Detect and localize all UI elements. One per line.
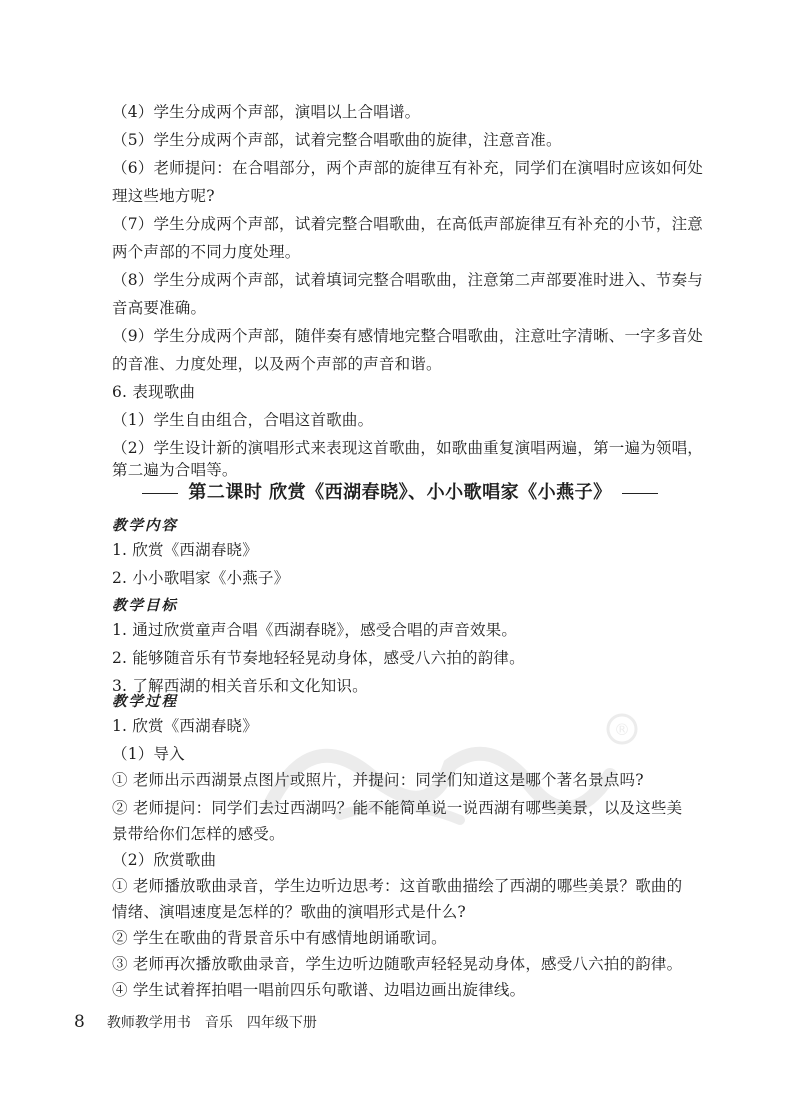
body-line: 两个声部的不同力度处理。: [112, 243, 301, 261]
process-line: ② 学生在歌曲的背景音乐中有感情地朗诵歌词。: [112, 929, 447, 947]
body-line: （5）学生分成两个声部，试着完整合唱歌曲的旋律，注意音准。: [112, 131, 562, 149]
process-line: （1）导入: [112, 745, 185, 763]
content-item: 2. 小小歌唱家《小燕子》: [112, 569, 290, 587]
title-dash-right: [622, 493, 658, 494]
lesson-title-text: 第二课时 欣赏《西湖春晓》、小小歌唱家《小燕子》: [188, 482, 612, 503]
body-line: 6. 表现歌曲: [112, 383, 196, 401]
process-line: ① 老师播放歌曲录音，学生边听边思考：这首歌曲描绘了西湖的哪些美景？歌曲的: [112, 877, 683, 895]
process-line: （2）欣赏歌曲: [112, 851, 217, 869]
section-heading-content: 教学内容: [112, 518, 178, 534]
goal-item: 3. 了解西湖的相关音乐和文化知识。: [112, 677, 368, 695]
goal-item: 1. 通过欣赏童声合唱《西湖春晓》，感受合唱的声音效果。: [112, 621, 518, 639]
body-line: （4）学生分成两个声部，演唱以上合唱谱。: [112, 103, 421, 121]
process-line: ② 老师提问：同学们去过西湖吗？能不能简单说一说西湖有哪些美景，以及这些美: [112, 799, 683, 817]
footer-book: 教师教学用书: [106, 1015, 191, 1031]
body-line: 音高要准确。: [112, 299, 207, 317]
body-line: 理这些地方呢?: [112, 187, 215, 205]
content-item: 1. 欣赏《西湖春晓》: [112, 541, 258, 559]
body-line: （1）学生自由组合，合唱这首歌曲。: [112, 411, 374, 429]
body-line: （2）学生设计新的演唱形式来表现这首歌曲，如歌曲重复演唱两遍，第一遍为领唱，: [112, 439, 703, 457]
body-line: 的音准、力度处理，以及两个声部的声音和谐。: [112, 355, 442, 373]
process-line: 1. 欣赏《西湖春晓》: [112, 717, 258, 735]
footer-subject: 音乐: [204, 1015, 233, 1031]
footer-grade: 四年级下册: [246, 1015, 317, 1031]
body-line: （7）学生分成两个声部，试着完整合唱歌曲，在高低声部旋律互有补充的小节，注意: [112, 215, 703, 233]
section-heading-process: 教学过程: [112, 694, 178, 710]
body-line: （8）学生分成两个声部，试着填词完整合唱歌曲，注意第二声部要准时进入、节奏与: [112, 271, 703, 289]
body-line: （9）学生分成两个声部，随伴奏有感情地完整合唱歌曲，注意吐字清晰、一字多音处: [112, 327, 703, 345]
section-heading-goals: 教学目标: [112, 598, 178, 614]
process-line: 情绪、演唱速度是怎样的？歌曲的演唱形式是什么?: [112, 903, 466, 921]
page-number: 8: [74, 1012, 85, 1032]
lesson-title: [0, 478, 800, 508]
title-dash-left: [142, 493, 178, 494]
process-line: 景带给你们怎样的感受。: [112, 825, 285, 843]
process-line: ④ 学生试着挥拍唱一唱前四乐句歌谱、边唱边画出旋律线。: [112, 981, 526, 999]
body-line: 第二遍为合唱等。: [112, 461, 238, 479]
process-line: ① 老师出示西湖景点图片或照片，并提问：同学们知道这是哪个著名景点吗?: [112, 771, 644, 789]
registered-mark: ®: [614, 720, 630, 739]
page-footer: [74, 1010, 317, 1035]
goal-item: 2. 能够随音乐有节奏地轻轻晃动身体，感受八六拍的韵律。: [112, 649, 525, 667]
body-line: （6）老师提问：在合唱部分，两个声部的旋律互有补充，同学们在演唱时应该如何处: [112, 159, 703, 177]
process-line: ③ 老师再次播放歌曲录音，学生边听边随歌声轻轻晃动身体，感受八六拍的韵律。: [112, 955, 683, 973]
